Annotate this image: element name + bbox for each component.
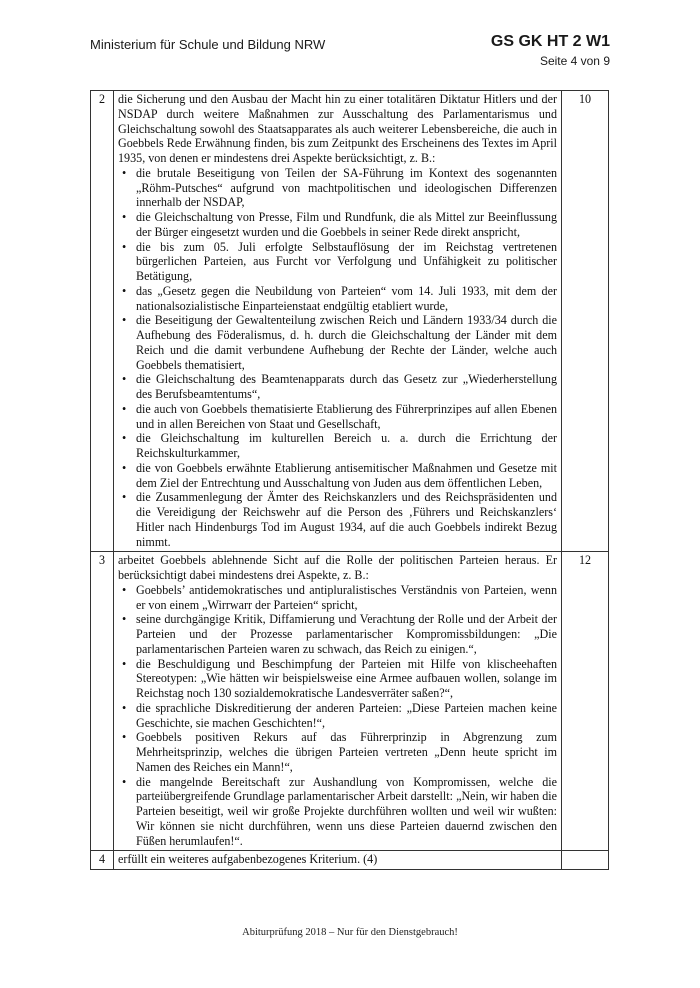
list-item: • die Beseitigung der Gewaltenteilung zwischen Reich und Ländern 1933/34 durch die Aufhebung des Föderalismus, d. h. durch die Gleichschaltung der Länder mit dem Reich und die damit verbundene Aufhebung der Rechte der Länder, welche auch Goebbels thematisiert, — [118, 313, 557, 372]
list-item: • die von Goebbels erwähnte Etablierung antisemitischer Maßnahmen und Gesetze mit dem Ziel der Entrechtung und Ausschaltung von Juden aus dem öffentlichen Leben, — [118, 461, 557, 491]
criterion-points — [562, 851, 609, 870]
list-item: • das „Gesetz gegen die Neubildung von Parteien“ vom 14. Juli 1933, mit dem der nationalsozialistische Einparteienstaat endgültig etabliert wurde, — [118, 284, 557, 314]
list-item: • die brutale Beseitigung von Teilen der SA-Führung im Kontext des sogenannten „Röhm-Putsches“ aufgrund von machtpolitischen und ideologischen Differenzen innerhalb der NSDAP, — [118, 166, 557, 210]
criterion-number: 2 — [91, 91, 114, 552]
exam-code: GS GK HT 2 W1 — [490, 33, 610, 50]
list-item: • Goebbels’ antidemokratisches und antipluralistisches Verständnis von Parteien, wenn er von einem „Wirrwarr der Parteien“ spricht, — [118, 583, 557, 613]
criterion-text — [114, 851, 562, 870]
list-item: • die Gleichschaltung von Presse, Film und Rundfunk, die als Mittel zur Beeinflussung der Bürger eingesetzt wurden und die Goebbels in seiner Rede direkt anspricht, — [118, 210, 557, 240]
criterion-text — [114, 552, 562, 851]
list-item: • die mangelnde Bereitschaft zur Aushandlung von Kompromissen, welche die parteiübergreifende Grundlage parlamentarischer Arbeit darstellt: „Nein, wir haben die Parteien beseitigt, weil wir große Projekte durchführen wollten und weil wir wußten: Wir können sie nicht durchführen, wenn uns diese Parteien dauernd zwischen den Füßen herumlaufen!“. — [118, 775, 557, 849]
list-item: • Goebbels positiven Rekurs auf das Führerprinzip in Abgrenzung zum Mehrheitsprinzip, welches die übrigen Parteien vertreten „Denn heute spricht im Namen des Reiches ein Mann!“, — [118, 730, 557, 774]
criterion-text — [114, 91, 562, 552]
criterion-bullets — [118, 166, 557, 550]
criterion-points: 12 — [562, 552, 609, 851]
criterion-bullets — [118, 583, 557, 849]
list-item: • die Zusammenlegung der Ämter des Reichskanzlers und des Reichspräsidenten und die Vereidigung der Reichswehr auf die Person des ‚Führers und Reichskanzlers‘ Hitler nach Hindenburgs Tod im August 1934, auf die auch Goebbels indirekt Bezug nimmt. — [118, 490, 557, 549]
criterion-number: 4 — [91, 851, 114, 870]
table-row — [91, 91, 609, 552]
list-item: • die Beschuldigung und Beschimpfung der Parteien mit Hilfe von klischeehaften Stereotypen: „Wie hätten wir beispielsweise eine Armee aufbauen wollen, solange im Reichstag noch 130 sozialdemokratische Landesverräter saßen?“, — [118, 657, 557, 701]
page-number: Seite 4 von 9 — [539, 54, 610, 68]
criterion-intro: die Sicherung und den Ausbau der Macht hin zu einer totalitären Diktatur Hitlers und der NSDAP durch weitere Maßnahmen zur Ausschaltung des Parlamentarismus und Gleichschaltung sowohl des Staatsapparates als auch weiterer Lebensbereiche, die auch in Goebbels Rede Erwähnung finden, bis zum Zeitpunkt des Erscheinens des Textes im April 1935, von denen er mindestens drei Aspekte berücksichtigt, z. B.: — [118, 92, 557, 165]
criteria-table — [90, 90, 609, 870]
ministry-label: Ministerium für Schule und Bildung NRW — [90, 37, 326, 52]
list-item: • die bis zum 05. Juli erfolgte Selbstauflösung der im Reichstag vertretenen bürgerlichen Parteien, aus Furcht vor Verfolgung und Unfähigkeit zu politischer Betätigung, — [118, 240, 557, 284]
list-item: • seine durchgängige Kritik, Diffamierung und Verachtung der Rolle und der Arbeit der Parteien und der Prozesse parlamentarischer Kompromissbildungen: „Die parlamentarischen Parteien waren zu schwach, das Reich zu einigen.“, — [118, 612, 557, 656]
footer-note: Abiturprüfung 2018 – Nur für den Dienstgebrauch! — [242, 927, 458, 938]
criterion-intro: erfüllt ein weiteres aufgabenbezogenes Kriterium. (4) — [118, 852, 378, 867]
table-row — [91, 552, 609, 851]
criterion-number: 3 — [91, 552, 114, 851]
list-item: • die auch von Goebbels thematisierte Etablierung des Führerprinzipes auf allen Ebenen und in allen Bereichen von Staat und Gesellschaft, — [118, 402, 557, 432]
list-item: • die sprachliche Diskreditierung der anderen Parteien: „Diese Parteien machen keine Geschichte, sie machen Geschichten!“, — [118, 701, 557, 731]
table-row — [91, 851, 609, 870]
list-item: • die Gleichschaltung des Beamtenapparats durch das Gesetz zur „Wiederherstellung des Berufsbeamtentums“, — [118, 372, 557, 402]
criterion-intro: arbeitet Goebbels ablehnende Sicht auf die Rolle der politischen Parteien heraus. Er berücksichtigt dabei mindestens drei Aspekte, z. B.: — [118, 553, 557, 582]
criterion-points: 10 — [562, 91, 609, 552]
list-item: • die Gleichschaltung im kulturellen Bereich u. a. durch die Errichtung der Reichskulturkammer, — [118, 431, 557, 461]
